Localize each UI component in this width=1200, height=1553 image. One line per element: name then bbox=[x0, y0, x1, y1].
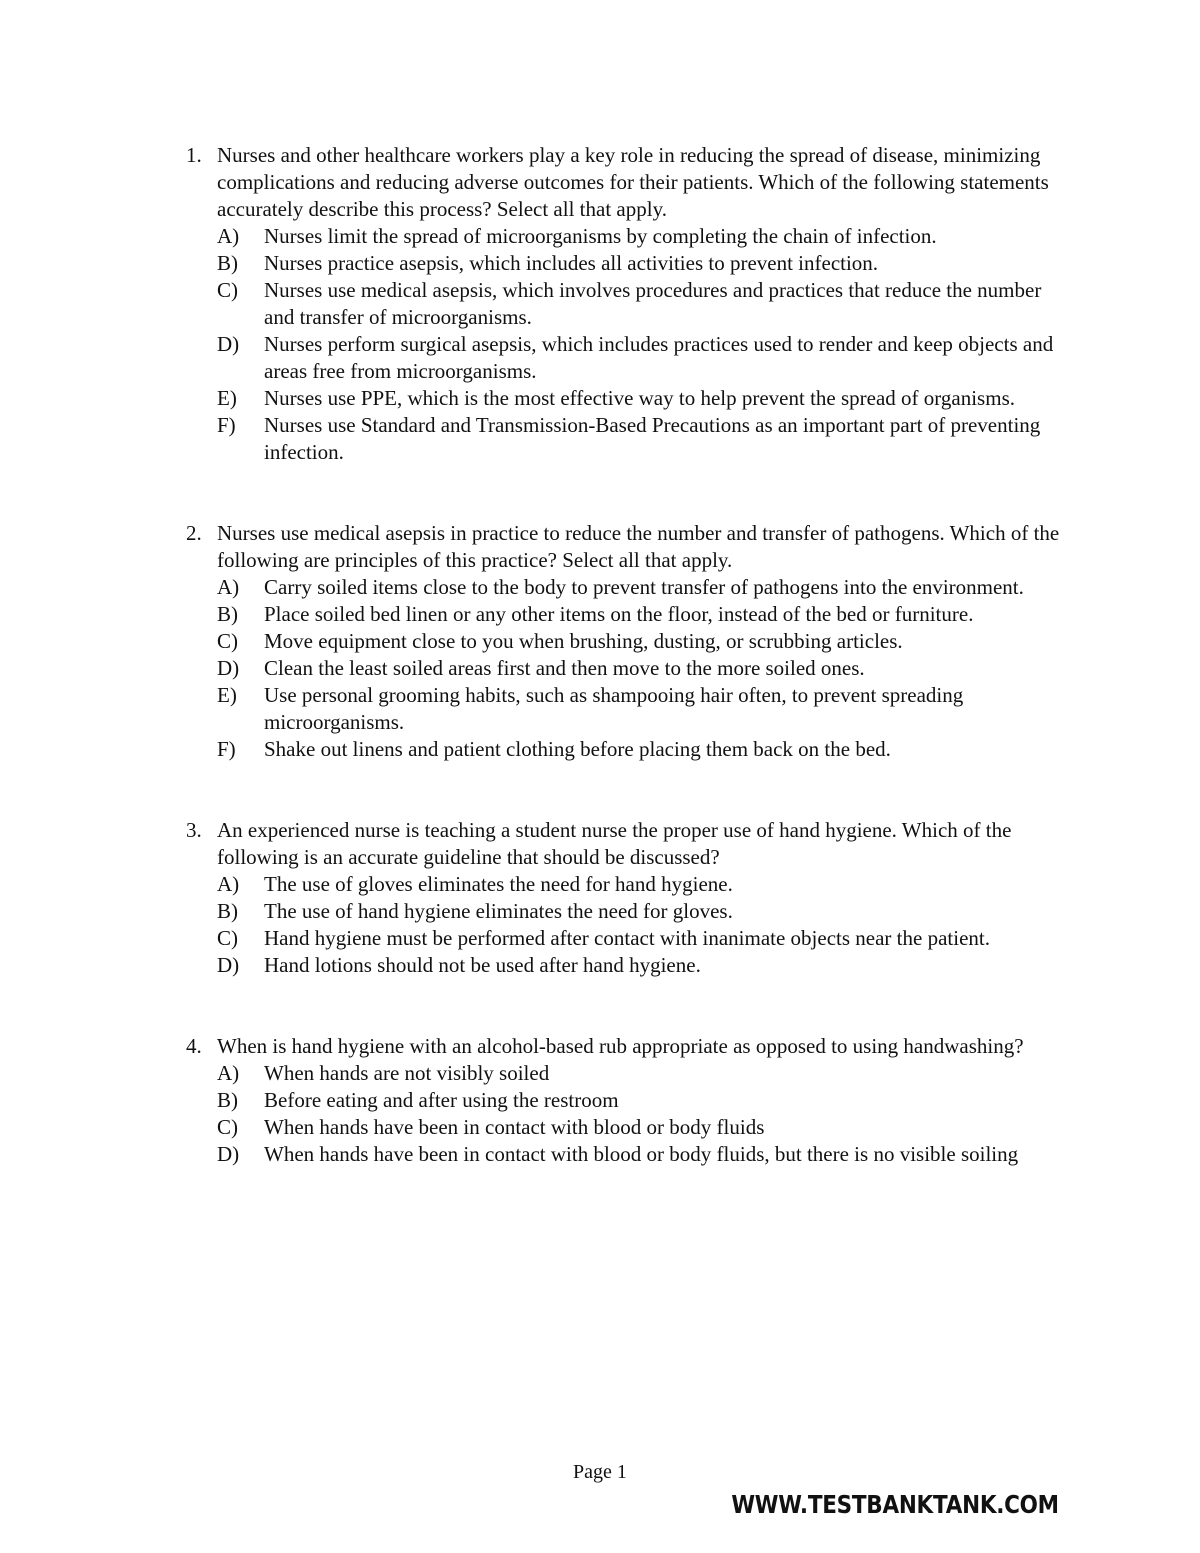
answer-option-c bbox=[217, 277, 1066, 331]
option-text: The use of hand hygiene eliminates the need for gloves. bbox=[264, 899, 733, 923]
option-text: Nurses use Standard and Transmission-Based Precautions as an important part of preventing infection. bbox=[264, 413, 1041, 464]
option-text: Use personal grooming habits, such as shampooing hair often, to prevent spreading microorganisms. bbox=[264, 683, 964, 734]
option-letter: F) bbox=[217, 737, 236, 761]
question-list bbox=[186, 142, 1066, 1168]
answer-option-f bbox=[217, 736, 1066, 763]
option-letter: A) bbox=[217, 872, 240, 896]
option-letter: D) bbox=[217, 656, 240, 680]
question-text: An experienced nurse is teaching a student nurse the proper use of hand hygiene. Which of the following is an accurate guideline that should be discussed? bbox=[217, 818, 1012, 869]
option-text: When hands are not visibly soiled bbox=[264, 1061, 550, 1085]
option-text: Nurses practice asepsis, which includes all activities to prevent infection. bbox=[264, 251, 879, 275]
answer-option-a bbox=[217, 1060, 1066, 1087]
option-text: Hand lotions should not be used after hand hygiene. bbox=[264, 953, 701, 977]
option-letter: D) bbox=[217, 1142, 240, 1166]
option-letter: E) bbox=[217, 683, 237, 707]
option-letter: C) bbox=[217, 629, 238, 653]
question-stem bbox=[186, 142, 1066, 223]
option-text: Nurses perform surgical asepsis, which includes practices used to render and keep objects and areas free from microorganisms. bbox=[264, 332, 1054, 383]
option-letter: C) bbox=[217, 1115, 238, 1139]
option-letter: B) bbox=[217, 1088, 238, 1112]
answer-option-c bbox=[217, 628, 1066, 655]
option-text: Nurses use medical asepsis, which involves procedures and practices that reduce the number and transfer of microorganisms. bbox=[264, 278, 1042, 329]
question-number: 4. bbox=[186, 1034, 202, 1058]
answer-option-f bbox=[217, 412, 1066, 466]
website-watermark: WWW.TESTBANKTANK.COM bbox=[731, 1490, 1059, 1519]
answer-options bbox=[186, 1060, 1066, 1168]
option-letter: A) bbox=[217, 224, 240, 248]
answer-option-b bbox=[217, 898, 1066, 925]
answer-option-d bbox=[217, 655, 1066, 682]
answer-options bbox=[186, 871, 1066, 979]
option-text: Place soiled bed linen or any other items on the floor, instead of the bed or furniture. bbox=[264, 602, 974, 626]
option-letter: B) bbox=[217, 602, 238, 626]
option-text: Nurses limit the spread of microorganisms by completing the chain of infection. bbox=[264, 224, 937, 248]
option-letter: C) bbox=[217, 278, 238, 302]
option-letter: C) bbox=[217, 926, 238, 950]
page-number: Page 1 bbox=[573, 1461, 627, 1483]
answer-option-d bbox=[217, 331, 1066, 385]
option-text: Move equipment close to you when brushing, dusting, or scrubbing articles. bbox=[264, 629, 903, 653]
question-text: Nurses use medical asepsis in practice to reduce the number and transfer of pathogens. Which of the following are principles of this practice? Select all that apply. bbox=[217, 521, 1060, 572]
answer-option-b bbox=[217, 601, 1066, 628]
option-text: Hand hygiene must be performed after contact with inanimate objects near the patient. bbox=[264, 926, 990, 950]
option-letter: E) bbox=[217, 386, 237, 410]
answer-option-c bbox=[217, 925, 1066, 952]
option-text: Shake out linens and patient clothing before placing them back on the bed. bbox=[264, 737, 891, 761]
option-letter: D) bbox=[217, 332, 240, 356]
option-letter: D) bbox=[217, 953, 240, 977]
question-3 bbox=[186, 817, 1066, 979]
question-2 bbox=[186, 520, 1066, 763]
option-text: Carry soiled items close to the body to prevent transfer of pathogens into the environment. bbox=[264, 575, 1024, 599]
option-text: When hands have been in contact with blood or body fluids bbox=[264, 1115, 765, 1139]
option-text: Clean the least soiled areas first and then move to the more soiled ones. bbox=[264, 656, 865, 680]
question-number: 1. bbox=[186, 143, 202, 167]
question-4 bbox=[186, 1033, 1066, 1168]
question-number: 3. bbox=[186, 818, 202, 842]
answer-option-d bbox=[217, 1141, 1066, 1168]
question-text: When is hand hygiene with an alcohol-based rub appropriate as opposed to using handwashing? bbox=[217, 1034, 1024, 1058]
option-text: The use of gloves eliminates the need for hand hygiene. bbox=[264, 872, 733, 896]
option-letter: B) bbox=[217, 251, 238, 275]
question-1 bbox=[186, 142, 1066, 466]
question-stem bbox=[186, 1033, 1066, 1060]
option-text: Nurses use PPE, which is the most effective way to help prevent the spread of organisms. bbox=[264, 386, 1015, 410]
option-text: Before eating and after using the restroom bbox=[264, 1088, 619, 1112]
answer-option-c bbox=[217, 1114, 1066, 1141]
answer-options bbox=[186, 223, 1066, 466]
answer-option-a bbox=[217, 871, 1066, 898]
option-letter: A) bbox=[217, 1061, 240, 1085]
answer-option-a bbox=[217, 574, 1066, 601]
question-stem bbox=[186, 817, 1066, 871]
answer-options bbox=[186, 574, 1066, 763]
option-text: When hands have been in contact with blood or body fluids, but there is no visible soiling bbox=[264, 1142, 1019, 1166]
question-stem bbox=[186, 520, 1066, 574]
answer-option-d bbox=[217, 952, 1066, 979]
answer-option-a bbox=[217, 223, 1066, 250]
question-number: 2. bbox=[186, 521, 202, 545]
answer-option-e bbox=[217, 682, 1066, 736]
option-letter: F) bbox=[217, 413, 236, 437]
option-letter: A) bbox=[217, 575, 240, 599]
answer-option-e bbox=[217, 385, 1066, 412]
option-letter: B) bbox=[217, 899, 238, 923]
answer-option-b bbox=[217, 250, 1066, 277]
answer-option-b bbox=[217, 1087, 1066, 1114]
question-text: Nurses and other healthcare workers play a key role in reducing the spread of disease, minimizing complications and reducing adverse outcomes for their patients. Which of the following statements accurately describe this process? Select all that apply. bbox=[217, 143, 1049, 221]
